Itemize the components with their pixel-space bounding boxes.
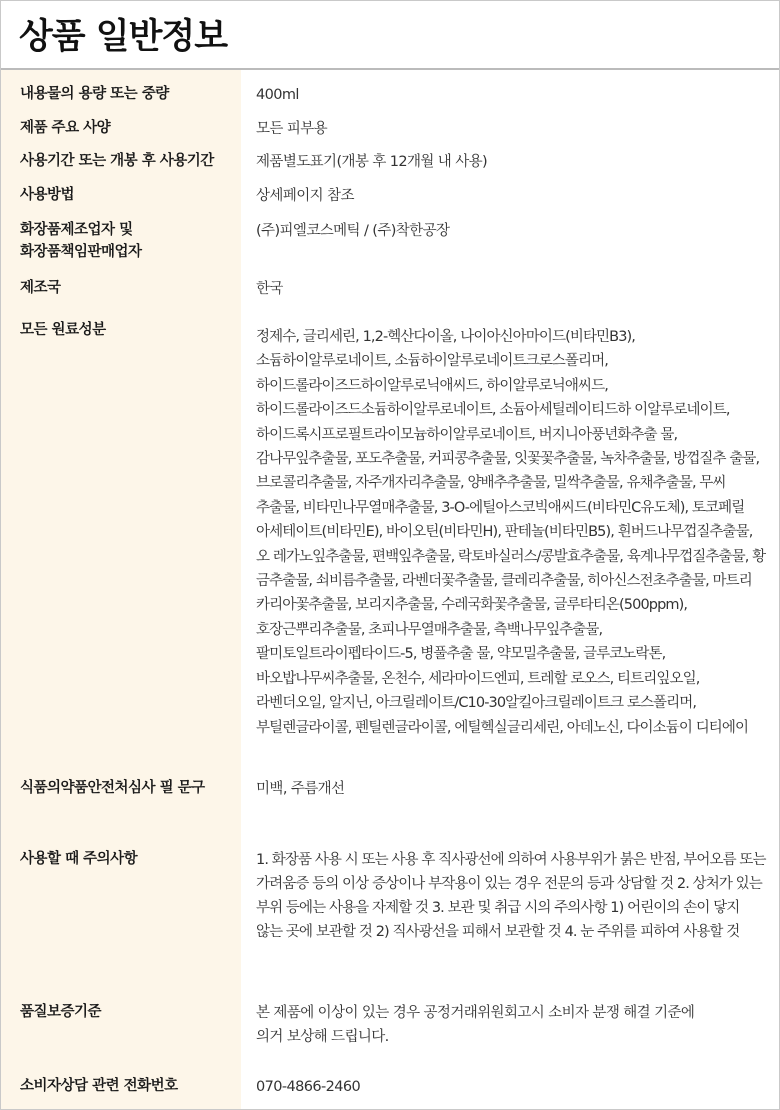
row-label: 제품 주요 사양 [20, 120, 111, 136]
row-value-line: 본 제품에 이상이 있는 경우 공정거래위원회고시 소비자 분쟁 해결 기준에 [256, 1005, 695, 1021]
row-value-line: 의거 보상해 드립니다. [256, 1029, 389, 1045]
row-value: 제품별도표기(개봉 후 12개월 내 사용) [256, 154, 488, 170]
row-label: 내용물의 용량 또는 중량 [20, 86, 169, 102]
row-label: 식품의약품안전처심사 필 문구 [20, 780, 205, 796]
row-label [20, 219, 235, 263]
row-value: 한국 [256, 281, 283, 297]
row-label: 사용할 때 주의사항 [20, 851, 138, 867]
row-label: 품질보증기준 [20, 1004, 102, 1020]
spec-table [1, 70, 779, 1109]
row-label: 사용기간 또는 개봉 후 사용기간 [20, 153, 214, 169]
row-value: 미백, 주름개선 [256, 781, 345, 797]
row-label-line: 화장품제조업자 및 [20, 222, 133, 238]
ingredients-text: 정제수, 글리세린, 1,2-헥산다이올, 나이아신아마이드(비타민B3), 소듐하이알루로네이트, 소듐하이알루로네이트크로스폴리머, 하이드롤라이즈드하이알루로닉애씨드, 하이알루로닉애씨드, 하이드롤라이즈드소듐하이알루로네이트, 소듐아세틸레이티드하 이알루로네이트, 하이드록시프로필트라이모늄하이알루로네이트, 버지니아풍년화추출 물, 감나무잎추출물, 포도추출물, 커피콩추출물, 잇꽃꽃추출물, 녹차추출물, 방껍질추 출물, 브로콜리추출물, 자주개자리추출물, 양배추추출물, 밀싹추출물, 유채추출물, 무씨 추출물, 비타민나무열매추출물, 3-O-에틸아스코빅애씨드(비타민C유도체), 토코페릴 아세테이트(비타민E), 바이오틴(비타민H), 판테놀(비타민B5), 흰버드나무껍질추출물, 오 레가노잎추출물, 편백잎추출물, 락토바실러스/콩발효추출물, 육계나무껍질추출물, 황 금추출물, 쇠비름추출물, 라벤더꽃추출물, 클레리추출물, 히아신스전초추출물, 마트리 카리아꽃추출물, 보리지추출물, 수레국화꽃추출물, 글루타티온(500ppm), 호장근뿌리추출물, 초피나무열매추출물, 측백나무잎추출물, 팔미토일트라이펩타이드-5, 병풀추출 물, 약모밀추출물, 글루코노락톤, 바오밥나무씨추출물, 온천수, 세라마이드엔피, 트레할 로오스, 티트리잎오일, 라벤더오일, 알지닌, 아크릴레이트/C10-30알킬아크릴레이트크 로스폴리머, 부틸렌글라이콜, 펜틸렌글라이콜, 에틸헥실글리세린, 아데노신, 다이소듐이 디티에이 [256, 329, 766, 736]
row-label-line: 화장품책임판매업자 [20, 244, 142, 260]
row-value: 400ml [256, 87, 299, 103]
row-label: 사용방법 [20, 187, 75, 203]
row-value: 상세페이지 참조 [256, 188, 354, 204]
row-value: (주)피엘코스메틱 / (주)착한공장 [256, 223, 450, 239]
row-label: 소비자상담 관련 전화번호 [20, 1078, 178, 1094]
phone-number: 070-4866-2460 [256, 1079, 361, 1095]
caution-text: 1. 화장품 사용 시 또는 사용 후 직사광선에 의하여 사용부위가 붉은 반점, 부어오름 또는 가려움증 등의 이상 증상이나 부작용이 있는 경우 전문의 등과 상담할 것 2. 상처가 있는 부위 등에는 사용을 자제할 것 3. 보관 및 취급 시의 주의사항 1) 어린이의 손이 닿지 않는 곳에 보관할 것 2) 직사광선을 피해서 보관할 것 4. 눈 주위를 피하여 사용할 것 [256, 852, 766, 940]
row-value: 모든 피부용 [256, 121, 328, 137]
row-label: 제조국 [20, 280, 61, 296]
page-title: 상품 일반정보 [19, 17, 228, 57]
row-label: 모든 원료성분 [20, 322, 106, 338]
row-value [256, 1001, 766, 1049]
